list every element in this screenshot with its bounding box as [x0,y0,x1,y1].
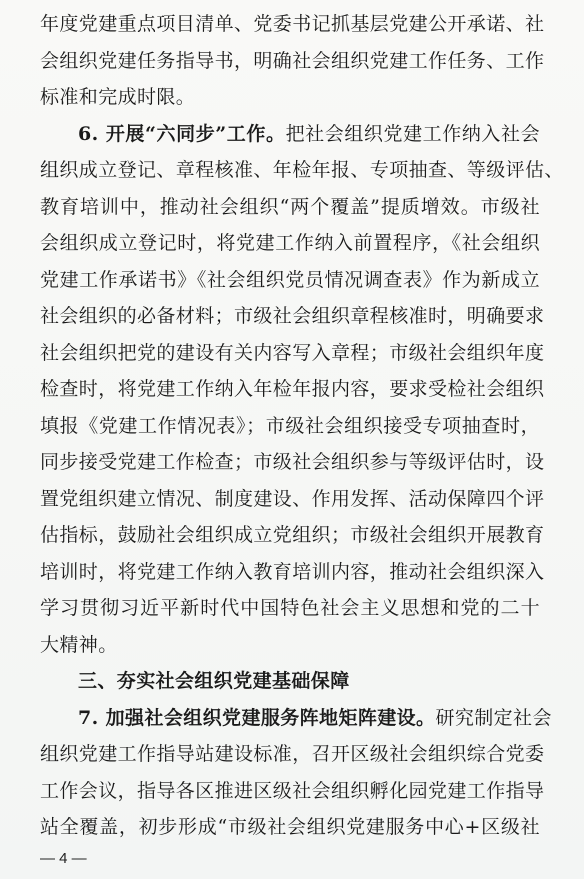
document-body [40,6,564,846]
text-line: 培训时，将党建工作纳入教育培训内容，推动社会组织深入 [40,560,545,583]
text-line: 会组织党建任务指导书，明确社会组织党建工作任务、工作 [40,49,545,72]
text-line: 社会组织的必备材料；市级社会组织章程核准时，明确要求 [40,305,545,327]
text-line: 党建工作承诺书》《社会组织党员情况调查表》作为新成立 [40,268,540,291]
item-6-first-line-text: 把社会组织党建工作纳入社会 [285,122,540,145]
item-7-first-line-text: 研究制定社会 [435,706,552,729]
text-line: 检查时，将党建工作纳入年检年报内容，要求受检社会组织 [40,378,545,400]
text-line: 年度党建重点项目清单、党委书记抓基层党建公开承诺、社 [40,13,545,35]
item-7-title: 7. 加强社会组织党建服务阵地矩阵建设。 [78,706,436,729]
section-heading: 三、夯实社会组织党建基础保障 [78,670,350,692]
text-line: 社会组织把党的建设有关内容写入章程；市级社会组织年度 [40,341,545,364]
text-line: 会组织成立登记时，将党建工作纳入前置程序，《社会组织 [40,232,540,254]
text-line: 站全覆盖，初步形成“市级社会组织党建服务中心+区级社 [40,816,540,838]
text-line: 填报《党建工作情况表》；市级社会组织接受专项抽查时， [40,414,540,437]
text-line: 组织成立登记、章程核准、年检年报、专项抽查、等级评估、 [40,159,564,181]
text-line: 标准和完成时限。 [40,86,196,108]
page-number: — 4 — [40,850,87,867]
text-line: 同步接受党建工作检查；市级社会组织参与等级评估时，设 [40,451,545,473]
text-line: 组织党建工作指导站建设标准，召开区级社会组织综合党委 [40,743,545,765]
text-line: 大精神。 [40,633,118,656]
text-line: 置党组织建立情况、制度建设、作用发挥、活动保障四个评 [40,487,545,510]
text-line: 估指标，鼓励社会组织成立党组织；市级社会组织开展教育 [40,524,545,546]
item-6-first-line [40,116,540,153]
text-line: 学习贯彻习近平新时代中国特色社会主义思想和党的二十 [40,597,540,619]
text-line: 工作会议，指导各区推进区级社会组织孵化园党建工作指导 [40,779,545,802]
item-6-title: 6. 开展“六同步”工作。 [78,122,286,145]
text-line: 教育培训中，推动社会组织“两个覆盖”提质增效。市级社 [40,195,540,218]
item-7-first-line [40,700,552,737]
